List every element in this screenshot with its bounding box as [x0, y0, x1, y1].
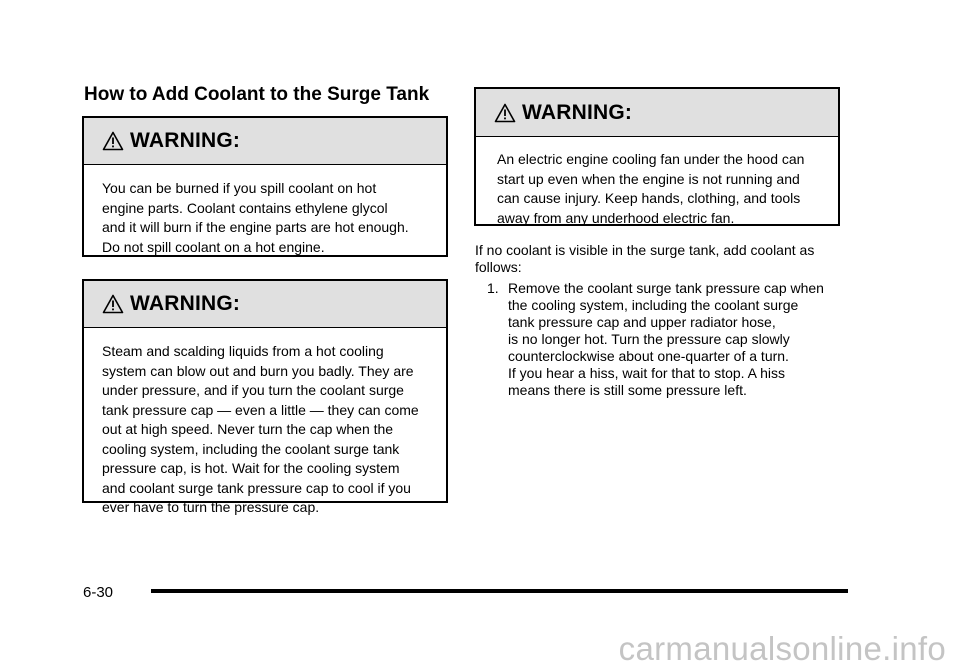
step-line: counterclockwise about one-quarter of a turn.: [508, 348, 789, 364]
warning-line: Do not spill coolant on a hot engine.: [102, 238, 325, 255]
step-text: [508, 280, 847, 399]
step-line: tank pressure cap and upper radiator hose,: [508, 314, 776, 330]
warning-header: [84, 281, 446, 328]
warning-line: under pressure, and if you turn the coolant surge: [102, 382, 404, 398]
warning-line: cooling system, including the coolant surge tank: [102, 440, 400, 457]
warning-triangle-icon: [102, 131, 124, 151]
step-line: If you hear a hiss, wait for that to stop. A hiss: [508, 365, 786, 381]
page-number: 6-30: [83, 584, 114, 601]
intro-line: follows:: [475, 259, 522, 275]
warning-box-burn: [82, 116, 448, 257]
step-number: 1.: [487, 280, 499, 296]
warning-line: and it will burn if the engine parts are hot enough.: [102, 219, 409, 235]
step-1: [487, 280, 847, 399]
warning-header: [476, 89, 838, 137]
step-line: is no longer hot. Turn the pressure cap slowly: [508, 331, 790, 347]
warning-line: engine parts. Coolant contains ethylene glycol: [102, 199, 388, 216]
warning-title: WARNING:: [130, 292, 241, 315]
section-heading: How to Add Coolant to the Surge Tank: [84, 84, 430, 105]
watermark: carmanualsonline.info: [618, 630, 946, 667]
warning-text: [476, 137, 838, 228]
warning-title: WARNING:: [130, 129, 241, 152]
warning-title: WARNING:: [522, 100, 633, 124]
warning-text: [84, 165, 446, 257]
warning-line: An electric engine cooling fan under the hood can: [497, 151, 805, 167]
step-line: the cooling system, including the coolant surge: [508, 297, 799, 313]
warning-line: away from any underhood electric fan.: [497, 209, 735, 226]
warning-box-steam: [82, 279, 448, 515]
warning-line: tank pressure cap — even a little — they can come: [102, 401, 419, 418]
warning-line: out at high speed. Never turn the cap when the: [102, 421, 394, 437]
intro-line: If no coolant is visible in the surge tank, add coolant as: [475, 242, 815, 258]
warning-line: and coolant surge tank pressure cap to cool if you: [102, 479, 411, 496]
warning-header: [84, 118, 446, 165]
warning-line: You can be burned if you spill coolant on hot: [102, 180, 377, 196]
warning-triangle-icon: [102, 294, 124, 314]
warning-line: system can blow out and burn you badly. They are: [102, 362, 414, 379]
warning-line: ever have to turn the pressure cap.: [102, 499, 320, 515]
warning-text: [84, 328, 446, 518]
warning-line: pressure cap, is hot. Wait for the cooling system: [102, 460, 400, 476]
intro-paragraph: [475, 242, 845, 276]
warning-triangle-icon: [494, 103, 516, 123]
step-line: Remove the coolant surge tank pressure cap when: [508, 280, 824, 296]
warning-box-fan: [474, 87, 840, 226]
footer-rule: [151, 589, 848, 593]
warning-line: can cause injury. Keep hands, clothing, and tools: [497, 190, 801, 206]
warning-line: start up even when the engine is not running and: [497, 170, 800, 187]
step-line: means there is still some pressure left.: [508, 382, 747, 398]
warning-line: Steam and scalding liquids from a hot cooling: [102, 343, 384, 359]
